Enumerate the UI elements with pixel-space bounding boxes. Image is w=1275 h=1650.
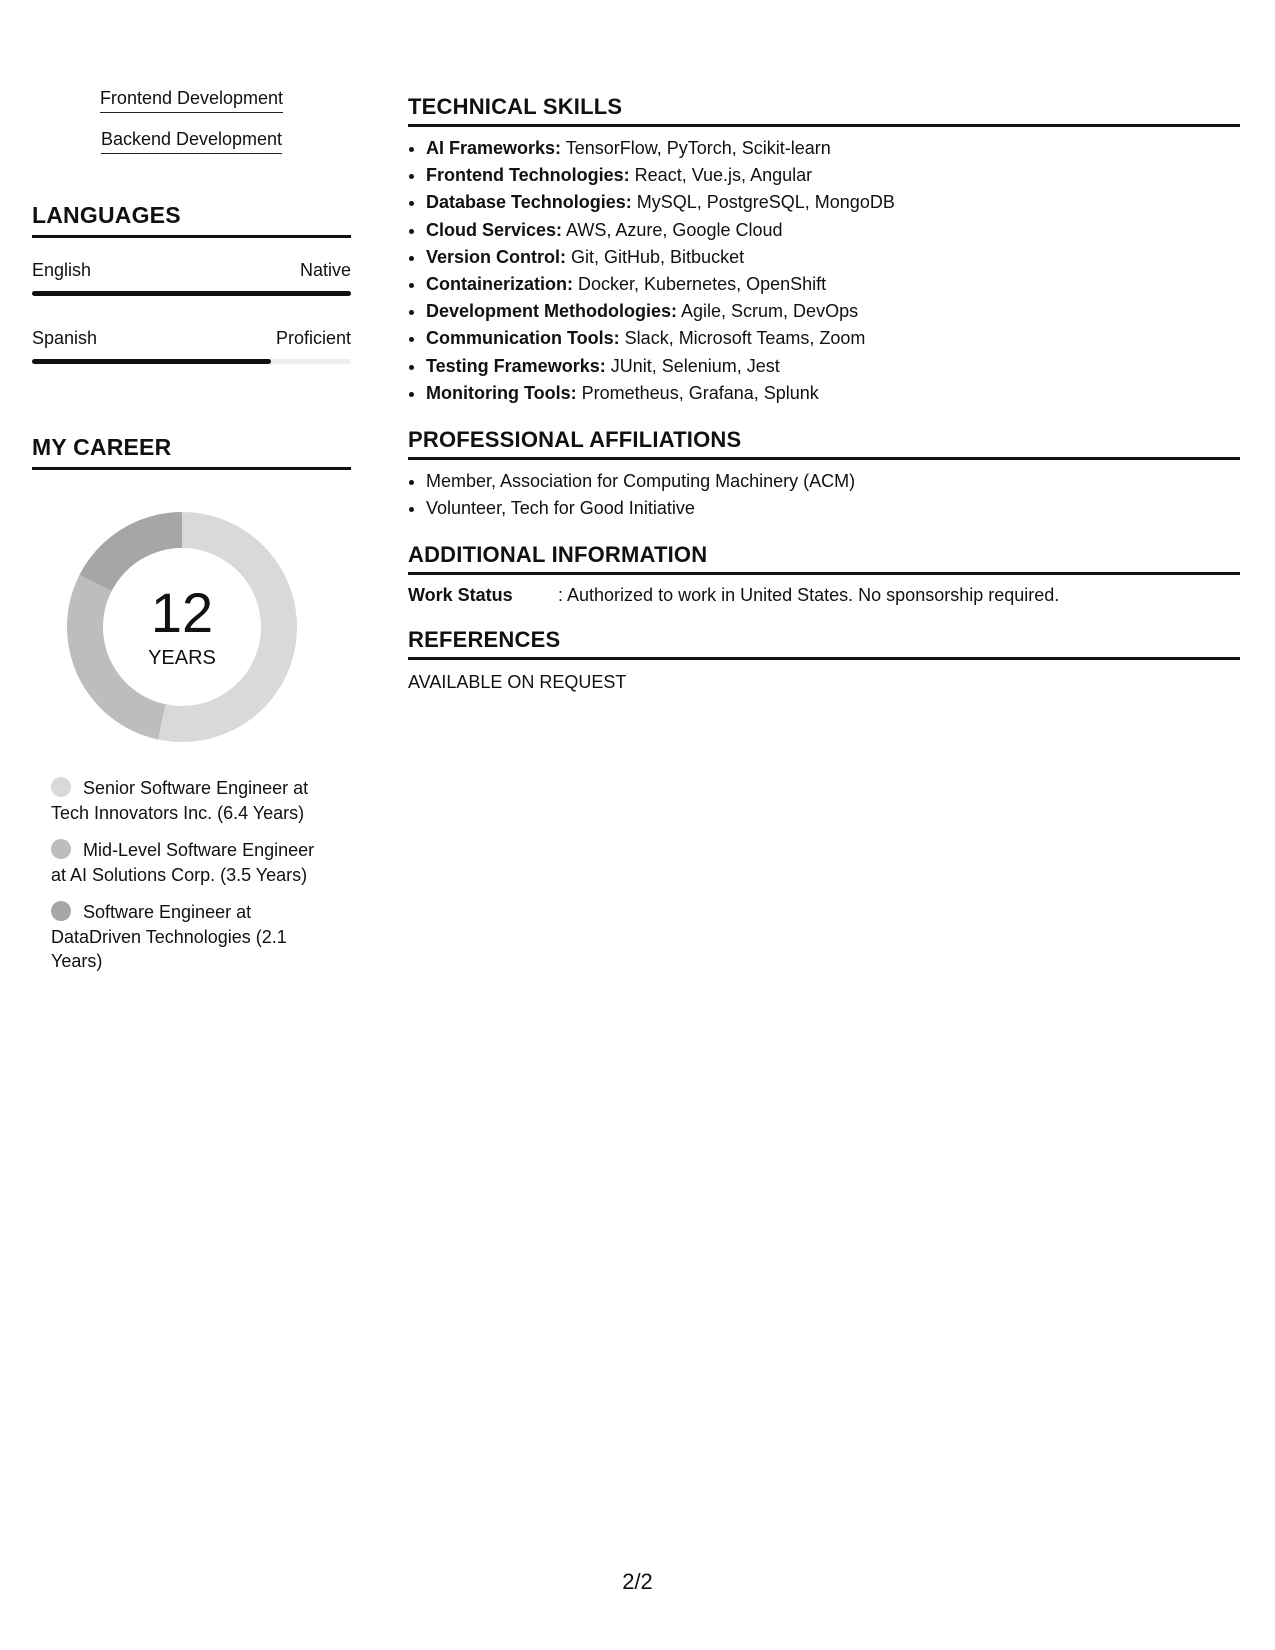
skill-tag-frontend: Frontend Development <box>100 86 283 113</box>
skill-item <box>426 271 1240 298</box>
main-content <box>408 94 1240 694</box>
skill-item <box>426 135 1240 162</box>
languages-section <box>32 202 351 364</box>
skill-category: Development Methodologies: <box>426 301 678 322</box>
skill-item <box>426 353 1240 380</box>
skill-item <box>426 217 1240 244</box>
affiliation-item: • Volunteer, Tech for Good Initiative <box>426 495 1240 522</box>
skill-item <box>426 162 1240 189</box>
legend-dot-icon <box>51 839 71 859</box>
skill-values: Git, GitHub, Bitbucket <box>566 246 745 267</box>
work-status-label: Work Status <box>408 585 513 606</box>
affiliations-heading: PROFESSIONAL AFFILIATIONS <box>408 427 1240 460</box>
career-donut-chart <box>67 512 297 742</box>
language-level: Native <box>299 260 351 280</box>
work-status-row <box>408 583 1240 607</box>
languages-heading: LANGUAGES <box>32 202 351 238</box>
page-number: 2/2 <box>622 1569 653 1594</box>
skill-item <box>426 380 1240 407</box>
language-proficiency-fill <box>32 359 271 364</box>
legend-label: Senior Software Engineer at Tech Innovators Inc. (6.4 Years) <box>51 778 309 823</box>
language-item <box>32 326 351 364</box>
legend-dot-icon <box>51 777 71 797</box>
skill-category: Monitoring Tools: <box>426 382 577 403</box>
affiliation-item: • Member, Association for Computing Machinery (ACM) <box>426 468 1240 495</box>
references-text: AVAILABLE ON REQUEST <box>408 672 627 693</box>
skill-item <box>426 298 1240 325</box>
work-status-value: : Authorized to work in United States. No sponsorship required. <box>558 585 1060 606</box>
skill-category: Communication Tools: <box>426 328 620 349</box>
technical-skills-heading: TECHNICAL SKILLS <box>408 94 1240 127</box>
legend-dot-icon <box>51 901 71 921</box>
skill-category: Cloud Services: <box>426 219 563 240</box>
legend-label: Software Engineer at DataDriven Technologies (2.1 Years) <box>51 902 287 971</box>
language-proficiency-bar <box>32 291 351 296</box>
skill-values: Slack, Microsoft Teams, Zoom <box>619 328 866 349</box>
donut-center <box>67 512 297 742</box>
affiliations-section <box>408 427 1240 522</box>
skill-category: Database Technologies: <box>426 192 632 213</box>
skill-category: Version Control: <box>426 246 567 267</box>
skill-tags <box>32 86 351 154</box>
career-total-unit: YEARS <box>148 647 216 669</box>
additional-info-section <box>408 542 1240 607</box>
sidebar <box>32 86 351 987</box>
skill-category: AI Frameworks: <box>426 138 562 158</box>
skill-values: AWS, Azure, Google Cloud <box>562 219 783 240</box>
skill-values: React, Vue.js, Angular <box>629 165 813 186</box>
career-heading: MY CAREER <box>32 434 351 470</box>
skill-values: MySQL, PostgreSQL, MongoDB <box>631 192 895 213</box>
skill-category: Frontend Technologies: <box>426 165 630 186</box>
references-section <box>408 627 1240 694</box>
language-item <box>32 258 351 296</box>
skill-values: Agile, Scrum, DevOps <box>677 301 859 322</box>
language-level: Proficient <box>275 328 351 348</box>
skill-item <box>426 189 1240 216</box>
career-legend-item <box>51 900 331 974</box>
skill-item <box>426 325 1240 352</box>
skill-item <box>426 244 1240 271</box>
language-name: Spanish <box>32 328 98 348</box>
skill-values: Prometheus, Grafana, Splunk <box>576 382 819 403</box>
skill-category: Containerization: <box>426 274 573 295</box>
career-legend <box>32 776 331 974</box>
career-legend-item <box>51 776 331 825</box>
career-section <box>32 434 351 974</box>
language-name: English <box>32 260 92 280</box>
skill-category: Testing Frameworks: <box>426 355 606 376</box>
skill-values: Docker, Kubernetes, OpenShift <box>573 274 827 295</box>
language-proficiency-bar <box>32 359 351 364</box>
technical-skills-section <box>408 94 1240 407</box>
language-proficiency-fill <box>32 291 351 296</box>
legend-label: Mid-Level Software Engineer at AI Solutions Corp. (3.5 Years) <box>51 840 315 885</box>
skill-tag-backend: Backend Development <box>101 127 282 154</box>
additional-info-heading: ADDITIONAL INFORMATION <box>408 542 1240 575</box>
technical-skills-list <box>408 135 1240 407</box>
skill-values: TensorFlow, PyTorch, Scikit-learn <box>561 138 831 158</box>
references-heading: REFERENCES <box>408 627 1240 660</box>
skill-values: JUnit, Selenium, Jest <box>605 355 780 376</box>
affiliations-list <box>408 468 1240 522</box>
career-legend-item <box>51 838 331 887</box>
career-total-years: 12 <box>150 581 214 644</box>
